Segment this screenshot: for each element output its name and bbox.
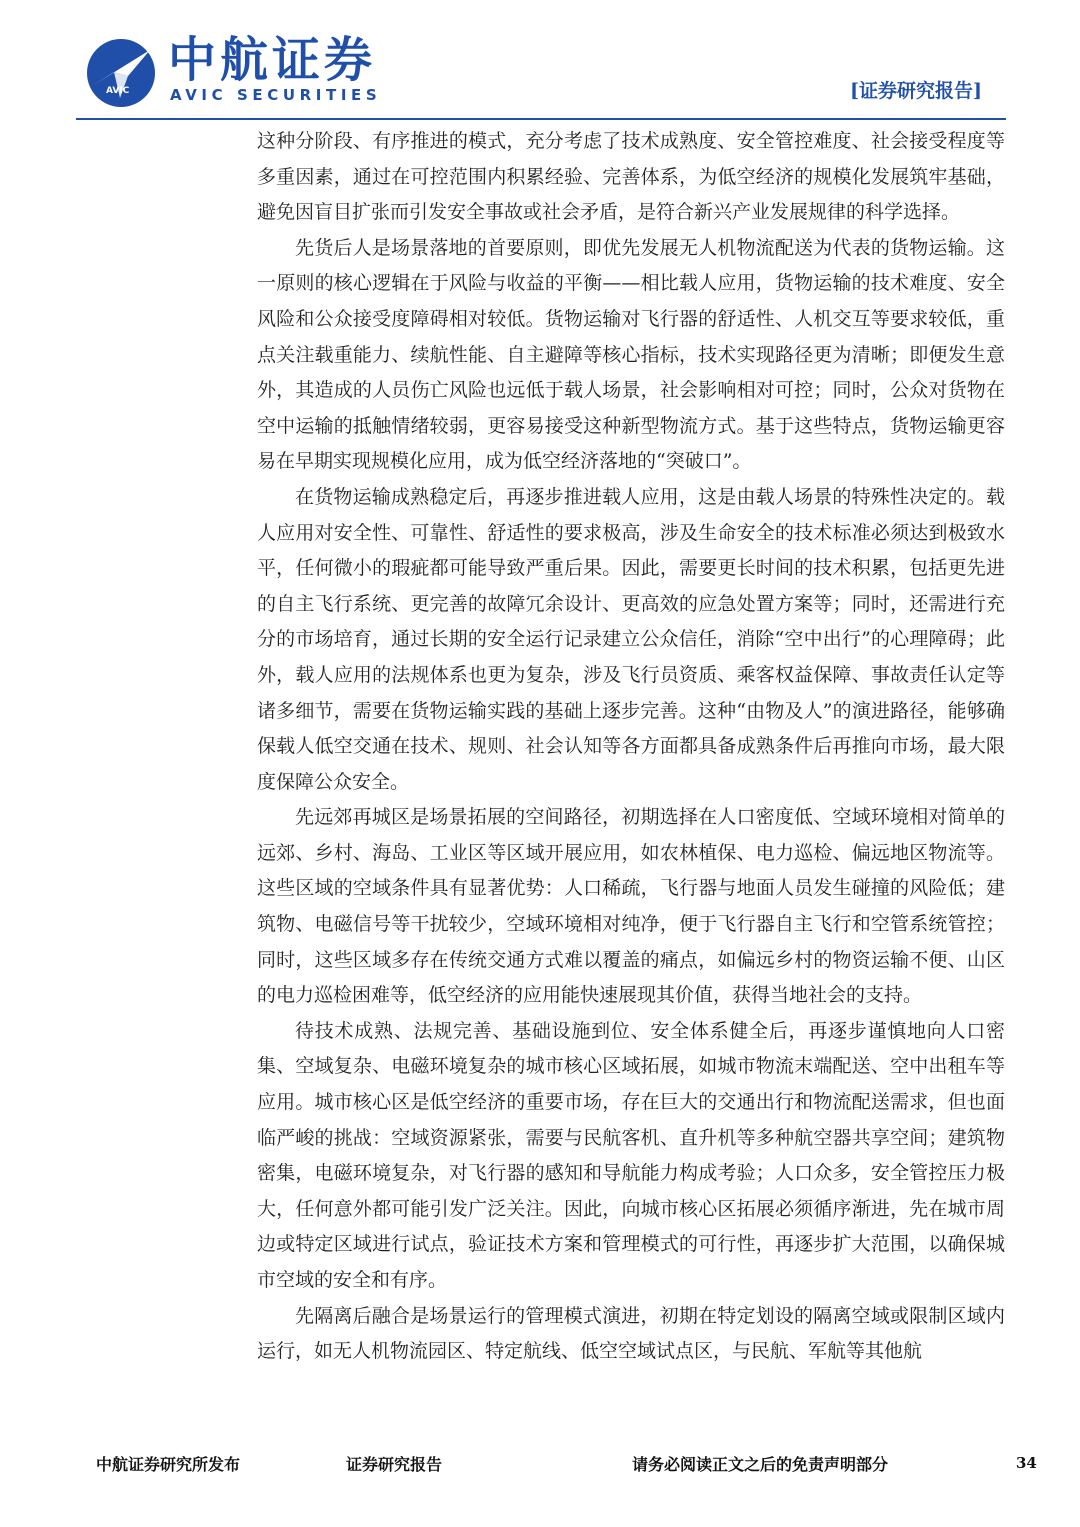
paragraph: 先远郊再城区是场景拓展的空间路径，初期选择在人口密度低、空域环境相对简单的远郊、乡村、海岛、工业区等区域开展应用，如农林植保、电力巡检、偏远地区物流等。这些区域的空域条件具有显著优势：人口稀疏，飞行器与地面人员发生碰撞的风险低；建筑物、电磁信号等干扰较少，空域环境相对纯净，便于飞行器自主飞行和空管系统管控；同时，这些区域多存在传统交通方式难以覆盖的痛点，如偏远乡村的物资运输不便、山区的电力巡检困难等，低空经济的应用能快速展现其价值，获得当地社会的支持。	[257, 806, 1005, 1007]
report-body	[257, 124, 1005, 1370]
logo-english-name: AVIC SECURITIES	[170, 86, 382, 104]
logo-chinese-name: 中航证券	[168, 32, 377, 88]
paragraph: 在货物运输成熟稳定后，再逐步推进载人应用，这是由载人场景的特殊性决定的。载人应用对安全性、可靠性、舒适性的要求极高，涉及生命安全的技术标准必须达到极致水平，任何微小的瑕疵都可能导致严重后果。因此，需要更长时间的技术积累，包括更先进的自主飞行系统、更完善的故障冗余设计、更高效的应急处置方案等；同时，还需进行充分的市场培育，通过长期的安全运行记录建立公众信任，消除“空中出行”的心理障碍；此外，载人应用的法规体系也更为复杂，涉及飞行员资质、乘客权益保障、事故责任认定等诸多细节，需要在货物运输实践的基础上逐步完善。这种“由物及人”的演进路径，能够确保载人低空交通在技术、规则、社会认知等各方面都具备成熟条件后再推向市场，最大限度保障公众安全。	[257, 485, 1005, 793]
avic-plane-logo-icon	[84, 36, 158, 110]
footer-report-type: 证券研究报告	[346, 1455, 443, 1474]
page-header	[0, 0, 1080, 122]
paragraph: 这种分阶段、有序推进的模式，充分考虑了技术成熟度、安全管控难度、社会接受程度等多重因素，通过在可控范围内积累经验、完善体系，为低空经济的规模化发展筑牢基础，避免因盲目扩张而引发安全事故或社会矛盾，是符合新兴产业发展规律的科学选择。	[257, 130, 1005, 224]
footer-publisher: 中航证券研究所发布	[96, 1455, 241, 1474]
svg-text:AVIC: AVIC	[106, 86, 130, 96]
paragraph: 先货后人是场景落地的首要原则，即优先发展无人机物流配送为代表的货物运输。这一原则的核心逻辑在于风险与收益的平衡——相比载人应用，货物运输的技术难度、安全风险和公众接受度障碍相对较低。货物运输对飞行器的舒适性、人机交互等要求较低，重点关注载重能力、续航性能、自主避障等核心指标，技术实现路径更为清晰；即便发生意外，其造成的人员伤亡风险也远低于载人场景，社会影响相对可控；同时，公众对货物在空中运输的抵触情绪较弱，更容易接受这种新型物流方式。基于这些特点，货物运输更容易在早期实现规模化应用，成为低空经济落地的“突破口”。	[257, 236, 1005, 473]
paragraph: 待技术成熟、法规完善、基础设施到位、安全体系健全后，再逐步谨慎地向人口密集、空域复杂、电磁环境复杂的城市核心区域拓展，如城市物流末端配送、空中出租车等应用。城市核心区是低空经济的重要市场，存在巨大的交通出行和物流配送需求，但也面临严峻的挑战：空域资源紧张，需要与民航客机、直升机等多种航空器共享空间；建筑物密集，电磁环境复杂，对飞行器的感知和导航能力构成考验；人口众多，安全管控压力极大，任何意外都可能引发广泛关注。因此，向城市核心区拓展必须循序渐进，先在城市周边或特定区域进行试点，验证技术方案和管理模式的可行性，再逐步扩大范围，以确保城市空域的安全和有序。	[257, 1019, 1005, 1291]
header-divider	[76, 118, 1006, 120]
page-number: 34	[1016, 1454, 1037, 1472]
page-footer	[0, 1452, 1080, 1482]
footer-disclaimer: 请务必阅读正文之后的免责声明部分	[632, 1455, 889, 1474]
report-tag: [证券研究报告]	[850, 80, 982, 102]
paragraph: 先隔离后融合是场景运行的管理模式演进，初期在特定划设的隔离空域或限制区域内运行，如无人机物流园区、特定航线、低空空域试点区，与民航、军航等其他航	[257, 1304, 1005, 1363]
